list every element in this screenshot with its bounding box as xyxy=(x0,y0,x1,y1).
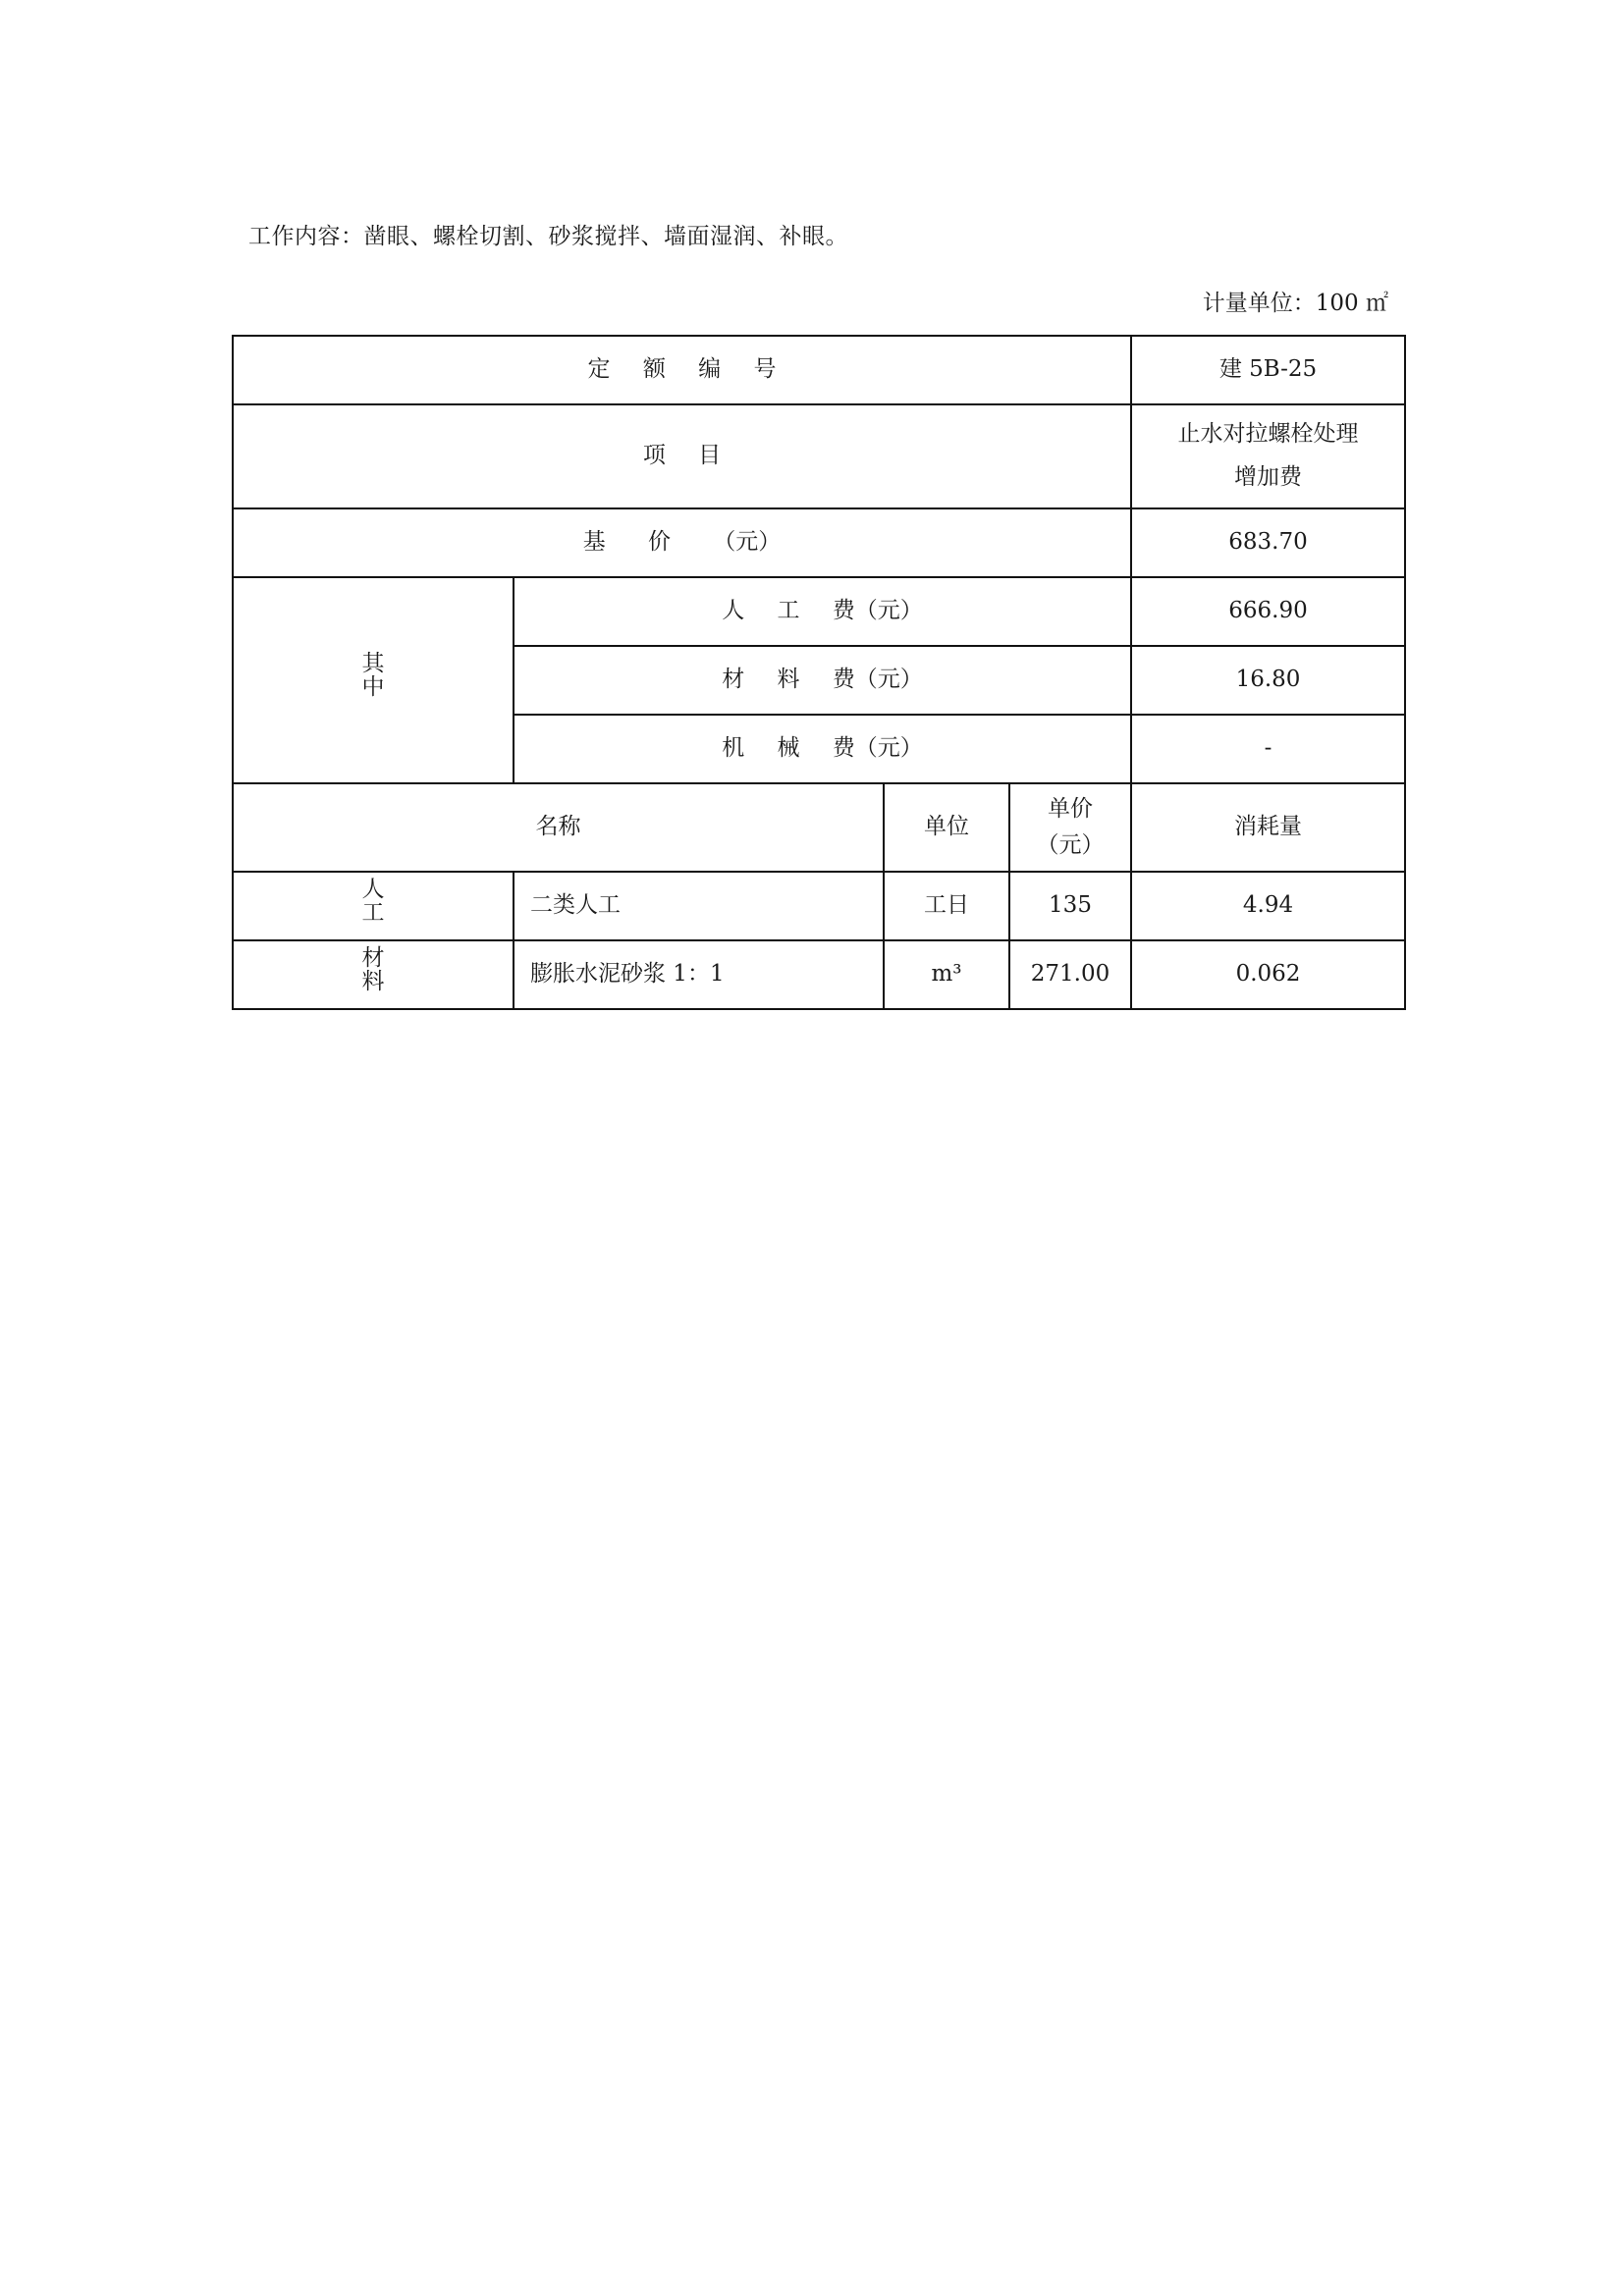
item-value-line2: 增加费 xyxy=(1234,464,1302,490)
column-header-unit: 单位 xyxy=(884,783,1009,872)
breakdown-group-label: 其 中 xyxy=(233,577,514,783)
material-cost-label: 材 料 费（元） xyxy=(514,646,1131,715)
machinery-cost-value: - xyxy=(1131,715,1405,783)
item-consumption: 0.062 xyxy=(1131,940,1405,1009)
quota-code-row xyxy=(233,336,1405,404)
base-price-row xyxy=(233,508,1405,577)
labor-cost-label: 人 工 费（元） xyxy=(514,577,1131,646)
item-unit: m³ xyxy=(884,940,1009,1009)
work-content-line: 工作内容：凿眼、螺栓切割、砂浆搅拌、墙面湿润、补眼。 xyxy=(248,224,848,249)
table-row xyxy=(233,872,1405,940)
labor-cost-value: 666.90 xyxy=(1131,577,1405,646)
item-value xyxy=(1131,404,1405,508)
quota-code-label: 定 额 编 号 xyxy=(233,336,1131,404)
item-value-line1: 止水对拉螺栓处理 xyxy=(1177,421,1359,448)
base-price-label: 基 价 （元） xyxy=(233,508,1131,577)
machinery-cost-label: 机 械 费（元） xyxy=(514,715,1131,783)
item-name: 膨胀水泥砂浆 1：1 xyxy=(514,940,884,1009)
labor-cost-row xyxy=(233,577,1405,646)
item-unit-price: 135 xyxy=(1009,872,1131,940)
quota-table xyxy=(232,335,1406,1010)
column-header-row xyxy=(233,783,1405,872)
item-consumption: 4.94 xyxy=(1131,872,1405,940)
item-name: 二类人工 xyxy=(514,872,884,940)
material-cost-value: 16.80 xyxy=(1131,646,1405,715)
item-label: 项 目 xyxy=(233,404,1131,508)
item-row xyxy=(233,404,1405,508)
item-unit: 工日 xyxy=(884,872,1009,940)
column-header-consumption: 消耗量 xyxy=(1131,783,1405,872)
base-price-value: 683.70 xyxy=(1131,508,1405,577)
item-category: 人 工 xyxy=(233,872,514,940)
column-header-unit-price: 单价 （元） xyxy=(1009,783,1131,872)
column-header-name: 名称 xyxy=(233,783,884,872)
quota-code-value: 建 5B-25 xyxy=(1131,336,1405,404)
item-category: 材 料 xyxy=(233,940,514,1009)
table-row xyxy=(233,940,1405,1009)
measurement-unit: 计量单位：100 ㎡ xyxy=(1202,291,1388,316)
item-unit-price: 271.00 xyxy=(1009,940,1131,1009)
